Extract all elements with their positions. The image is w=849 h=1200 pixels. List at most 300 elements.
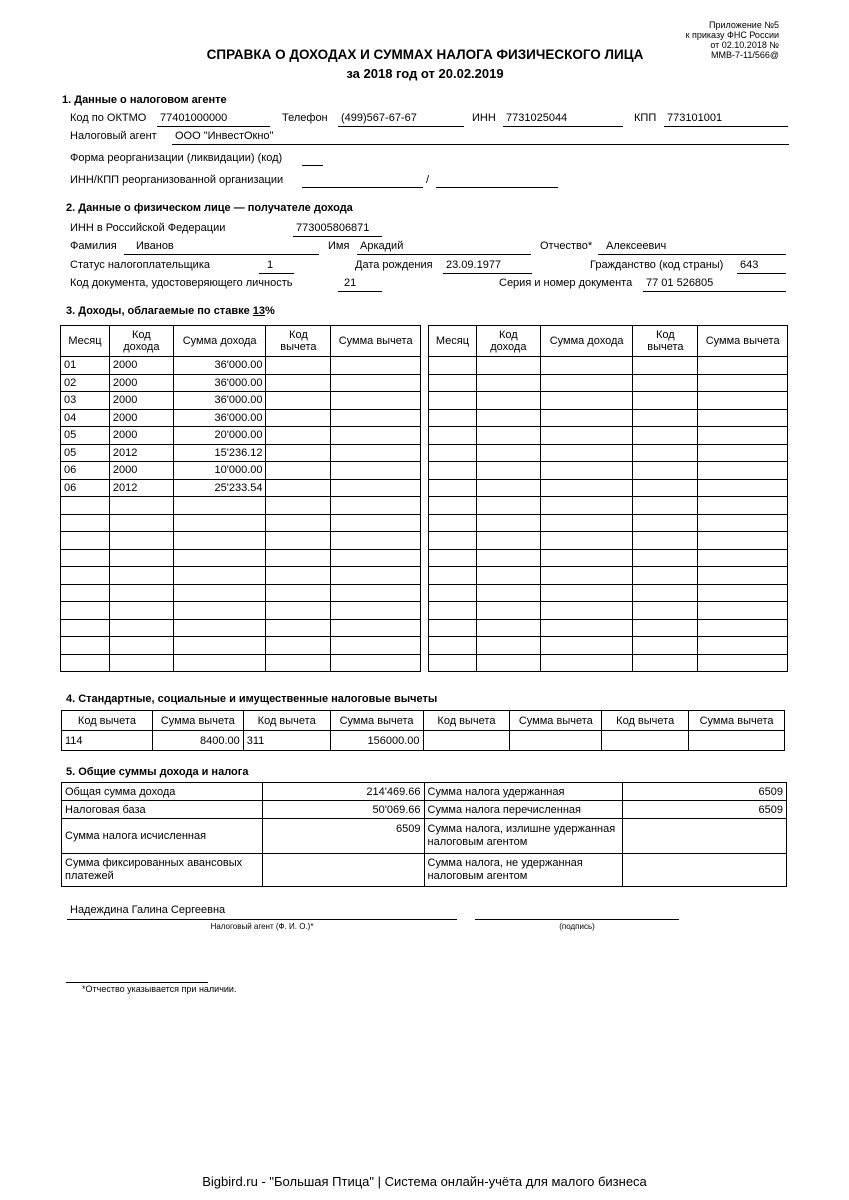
income-row-empty xyxy=(429,444,788,462)
deduction-sum-cell xyxy=(698,549,788,567)
totals-row xyxy=(62,819,787,854)
income-sum-cell xyxy=(540,374,633,392)
deduction-sum-cell xyxy=(698,567,788,585)
deduction-code-value: 114 xyxy=(62,731,153,751)
month-cell xyxy=(429,497,477,515)
income-code-cell xyxy=(476,444,540,462)
tax-not-withheld-value xyxy=(623,854,787,887)
income-row-empty xyxy=(429,549,788,567)
month-cell xyxy=(61,497,110,515)
agent-inn-value: 7731025044 xyxy=(503,112,623,127)
deduction-code-cell xyxy=(633,497,698,515)
deduction-sum-cell xyxy=(698,374,788,392)
deduction-sum-cell xyxy=(331,357,421,375)
deduction-code-cell xyxy=(633,462,698,480)
income-code-cell: 2000 xyxy=(109,409,173,427)
agent-label: Налоговый агент xyxy=(70,130,157,142)
deduction-sum-header: Сумма вычета xyxy=(689,711,785,731)
income-row xyxy=(61,462,421,480)
docnum-label: Серия и номер документа xyxy=(499,277,633,289)
income-code-cell xyxy=(476,514,540,532)
income-code-cell xyxy=(476,374,540,392)
reorg-inn-value xyxy=(302,174,423,188)
deduction-code-cell xyxy=(266,427,331,445)
income-code-cell xyxy=(476,479,540,497)
income-code-cell xyxy=(476,427,540,445)
section-4-heading: 4. Стандартные, социальные и имущественные налоговые вычеты xyxy=(66,693,438,705)
income-row xyxy=(61,567,421,585)
deduction-sum-header: Сумма вычета xyxy=(330,711,423,731)
income-sum-cell xyxy=(173,602,266,620)
deduction-sum-cell xyxy=(331,619,421,637)
income-row xyxy=(61,444,421,462)
month-cell xyxy=(61,602,110,620)
reorg-value xyxy=(302,152,323,166)
income-sum-cell xyxy=(540,357,633,375)
deduction-code-cell xyxy=(633,654,698,672)
income-sum-cell xyxy=(540,497,633,515)
income-code-cell xyxy=(109,549,173,567)
signer-name: Надеждина Галина Сергеевна xyxy=(70,904,226,916)
income-code-cell xyxy=(476,532,540,550)
tax-withheld-label: Сумма налога удержанная xyxy=(424,783,623,801)
birth-label: Дата рождения xyxy=(355,259,433,271)
income-code-cell xyxy=(476,602,540,620)
deduction-sum-value: 156000.00 xyxy=(330,731,423,751)
deduction-code-cell xyxy=(266,549,331,567)
deduction-sum-cell xyxy=(331,409,421,427)
agent-value: ООО "ИнвестОкно" xyxy=(172,130,789,145)
income-row xyxy=(61,619,421,637)
deduction-sum-cell xyxy=(331,462,421,480)
recipient-inn-label: ИНН в Российской Федерации xyxy=(70,222,226,234)
income-code-cell xyxy=(476,549,540,567)
deduction-code-cell xyxy=(633,392,698,410)
docnum-value: 77 01 526805 xyxy=(643,277,786,292)
income-code-cell xyxy=(476,637,540,655)
deduction-sum-cell xyxy=(331,374,421,392)
income-code-cell: 2000 xyxy=(109,357,173,375)
month-cell xyxy=(429,427,477,445)
deduction-sum-value xyxy=(689,731,785,751)
income-row xyxy=(61,427,421,445)
income-code-cell xyxy=(476,497,540,515)
totals-row xyxy=(62,854,787,887)
month-cell: 02 xyxy=(61,374,110,392)
deduction-sum-value xyxy=(510,731,602,751)
income-sum-cell: 20'000.00 xyxy=(173,427,266,445)
month-cell: 06 xyxy=(61,479,110,497)
deduction-code-cell xyxy=(633,444,698,462)
deduction-sum-cell xyxy=(698,514,788,532)
income-row-empty xyxy=(429,514,788,532)
header-deduction-code: Код вычета xyxy=(266,326,331,357)
month-cell: 01 xyxy=(61,357,110,375)
signature-line xyxy=(475,919,679,920)
deduction-code-cell xyxy=(266,409,331,427)
deduction-sum-cell xyxy=(698,462,788,480)
deduction-code-header: Код вычета xyxy=(602,711,689,731)
month-cell xyxy=(429,514,477,532)
deduction-code-cell xyxy=(266,584,331,602)
surname-value: Иванов xyxy=(124,240,319,255)
signer-name-line xyxy=(67,919,457,920)
income-sum-cell xyxy=(540,479,633,497)
deduction-sum-cell xyxy=(698,654,788,672)
income-table-left xyxy=(60,325,421,672)
deduction-sum-cell xyxy=(331,497,421,515)
phone-value: (499)567-67-67 xyxy=(338,112,464,127)
deduction-sum-cell xyxy=(331,567,421,585)
income-code-cell xyxy=(476,584,540,602)
fixed-advance-value xyxy=(262,854,424,887)
deduction-sum-cell xyxy=(698,409,788,427)
reorg-label: Форма реорганизации (ликвидации) (код) xyxy=(70,152,283,164)
income-row xyxy=(61,637,421,655)
deduction-code-cell xyxy=(633,602,698,620)
deduction-sum-cell xyxy=(331,392,421,410)
appendix-line: Приложение №5 xyxy=(709,20,779,30)
month-cell xyxy=(429,619,477,637)
income-code-cell: 2000 xyxy=(109,462,173,480)
income-row xyxy=(61,497,421,515)
header-deduction-code: Код вычета xyxy=(633,326,698,357)
deduction-code-cell xyxy=(266,654,331,672)
deduction-code-cell xyxy=(266,479,331,497)
deduction-code-cell xyxy=(633,637,698,655)
month-cell: 05 xyxy=(61,427,110,445)
deduction-code-cell xyxy=(266,392,331,410)
name-value: Аркадий xyxy=(357,240,531,255)
deduction-sum-cell xyxy=(698,584,788,602)
month-cell xyxy=(429,462,477,480)
agent-inn-label: ИНН xyxy=(472,112,496,124)
deduction-code-value xyxy=(423,731,510,751)
month-cell xyxy=(61,532,110,550)
income-row xyxy=(61,602,421,620)
income-code-cell xyxy=(476,654,540,672)
deduction-code-cell xyxy=(633,479,698,497)
income-row-empty xyxy=(429,409,788,427)
deduction-sum-cell xyxy=(698,427,788,445)
deductions-table xyxy=(61,710,785,751)
deduction-code-header: Код вычета xyxy=(243,711,330,731)
month-cell xyxy=(61,514,110,532)
income-sum-cell xyxy=(540,532,633,550)
footnote-line xyxy=(66,982,208,983)
month-cell xyxy=(61,637,110,655)
deduction-sum-cell xyxy=(331,549,421,567)
deduction-code-cell xyxy=(633,584,698,602)
deduction-code-cell xyxy=(633,427,698,445)
month-cell: 04 xyxy=(61,409,110,427)
tax-excess-value xyxy=(623,819,787,854)
reorg-inn-label: ИНН/КПП реорганизованной организации xyxy=(70,174,284,186)
tax-base-label: Налоговая база xyxy=(62,801,263,819)
month-cell xyxy=(429,549,477,567)
income-table-left-header xyxy=(61,326,421,357)
income-code-cell xyxy=(476,357,540,375)
tax-excess-label: Сумма налога, излишне удержанная налоговым агентом xyxy=(424,819,623,854)
income-row-empty xyxy=(429,584,788,602)
header-month: Месяц xyxy=(429,326,477,357)
deduction-sum-cell xyxy=(331,637,421,655)
totals-table xyxy=(61,782,787,887)
deduction-sum-cell xyxy=(331,479,421,497)
header-income-code: Код дохода xyxy=(476,326,540,357)
month-cell xyxy=(61,654,110,672)
reorg-kpp-value xyxy=(436,174,558,188)
income-row-empty xyxy=(429,602,788,620)
doccode-value: 21 xyxy=(338,277,382,292)
deduction-code-cell xyxy=(266,357,331,375)
deduction-sum-value: 8400.00 xyxy=(152,731,243,751)
agent-caption: Налоговый агент (Ф. И. О.)* xyxy=(210,922,314,931)
income-sum-cell xyxy=(540,409,633,427)
deduction-code-cell xyxy=(266,497,331,515)
appendix-line: ММВ-7-11/566@ xyxy=(711,50,779,60)
income-row-empty xyxy=(429,654,788,672)
section-3-heading xyxy=(66,305,275,317)
deduction-sum-header: Сумма вычета xyxy=(152,711,243,731)
income-row-empty xyxy=(429,392,788,410)
citizenship-label: Гражданство (код страны) xyxy=(590,259,724,271)
income-code-cell xyxy=(109,602,173,620)
deduction-sum-cell xyxy=(331,427,421,445)
month-cell xyxy=(429,602,477,620)
deduction-code-cell xyxy=(266,602,331,620)
tax-transferred-label: Сумма налога перечисленная xyxy=(424,801,623,819)
month-cell xyxy=(429,409,477,427)
income-row xyxy=(61,479,421,497)
income-sum-cell: 36'000.00 xyxy=(173,357,266,375)
totals-row xyxy=(62,801,787,819)
deduction-code-cell xyxy=(633,549,698,567)
income-table-right-header xyxy=(429,326,788,357)
recipient-inn-value: 773005806871 xyxy=(293,222,382,237)
income-sum-cell xyxy=(173,532,266,550)
month-cell xyxy=(429,357,477,375)
section-2-heading: 2. Данные о физическом лице — получателе дохода xyxy=(66,202,353,214)
income-sum-cell: 10'000.00 xyxy=(173,462,266,480)
income-sum-cell xyxy=(540,392,633,410)
header-deduction-sum: Сумма вычета xyxy=(698,326,788,357)
income-sum-cell xyxy=(173,619,266,637)
month-cell xyxy=(429,567,477,585)
deduction-code-cell xyxy=(633,357,698,375)
appendix-line: к приказу ФНС России xyxy=(685,30,779,40)
month-cell xyxy=(61,619,110,637)
deduction-code-cell xyxy=(633,409,698,427)
income-code-cell: 2012 xyxy=(109,479,173,497)
month-cell xyxy=(429,479,477,497)
month-cell xyxy=(429,584,477,602)
income-code-cell xyxy=(109,497,173,515)
header-income-sum: Сумма дохода xyxy=(173,326,266,357)
deduction-code-cell xyxy=(633,619,698,637)
deductions-header-row xyxy=(62,711,785,731)
header-income-code: Код дохода xyxy=(109,326,173,357)
deduction-code-value xyxy=(602,731,689,751)
citizenship-value: 643 xyxy=(737,259,786,274)
patronymic-label: Отчество* xyxy=(540,240,593,252)
oktmo-label: Код по ОКТМО xyxy=(70,112,147,124)
income-table-right xyxy=(428,325,788,672)
income-row-empty xyxy=(429,497,788,515)
income-row-empty xyxy=(429,462,788,480)
footnote: *Отчество указывается при наличии. xyxy=(82,984,237,994)
income-code-cell xyxy=(476,409,540,427)
income-row-empty xyxy=(429,619,788,637)
income-sum-cell xyxy=(540,602,633,620)
deduction-code-cell xyxy=(266,374,331,392)
deduction-code-cell xyxy=(266,619,331,637)
page-footer: Bigbird.ru - "Большая Птица" | Система онлайн-учёта для малого бизнеса xyxy=(202,1174,647,1189)
income-row xyxy=(61,532,421,550)
header-deduction-sum: Сумма вычета xyxy=(331,326,421,357)
income-row-empty xyxy=(429,374,788,392)
income-code-cell xyxy=(109,654,173,672)
income-sum-cell xyxy=(173,514,266,532)
deduction-sum-cell xyxy=(698,637,788,655)
deduction-code-cell xyxy=(633,514,698,532)
tax-transferred-value: 6509 xyxy=(623,801,787,819)
deduction-code-cell xyxy=(266,444,331,462)
month-cell xyxy=(61,567,110,585)
tax-rate-suffix: % xyxy=(265,305,275,317)
section-5-heading: 5. Общие суммы дохода и налога xyxy=(66,766,249,778)
section-3-heading-text: 3. Доходы, облагаемые по ставке xyxy=(66,305,253,317)
income-sum-cell xyxy=(173,584,266,602)
income-code-cell xyxy=(109,584,173,602)
tax-calc-label: Сумма налога исчисленная xyxy=(62,819,263,854)
deductions-value-row xyxy=(62,731,785,751)
oktmo-value: 77401000000 xyxy=(157,112,270,127)
income-code-cell xyxy=(109,619,173,637)
reorg-slash: / xyxy=(426,174,430,186)
deduction-code-cell xyxy=(266,514,331,532)
income-row-empty xyxy=(429,532,788,550)
header-income-sum: Сумма дохода xyxy=(540,326,633,357)
month-cell xyxy=(61,584,110,602)
deduction-sum-cell xyxy=(331,584,421,602)
deduction-sum-cell xyxy=(698,444,788,462)
income-code-cell xyxy=(109,567,173,585)
month-cell xyxy=(429,392,477,410)
income-sum-cell: 15'236.12 xyxy=(173,444,266,462)
income-sum-cell xyxy=(540,444,633,462)
doccode-label: Код документа, удостоверяющего личность xyxy=(70,277,293,289)
income-sum-cell xyxy=(540,567,633,585)
income-row xyxy=(61,409,421,427)
fixed-advance-label: Сумма фиксированных авансовых платежей xyxy=(62,854,263,887)
income-row xyxy=(61,357,421,375)
deduction-sum-cell xyxy=(698,357,788,375)
income-sum-cell xyxy=(173,654,266,672)
income-row-empty xyxy=(429,427,788,445)
income-sum-cell xyxy=(173,637,266,655)
income-row xyxy=(61,654,421,672)
income-code-cell: 2000 xyxy=(109,392,173,410)
income-sum-cell xyxy=(540,637,633,655)
month-cell xyxy=(61,549,110,567)
income-code-cell: 2012 xyxy=(109,444,173,462)
tax-not-withheld-label: Сумма налога, не удержанная налоговым агентом xyxy=(424,854,623,887)
income-sum-cell xyxy=(540,549,633,567)
deduction-code-cell xyxy=(266,637,331,655)
document-subtitle: за 2018 год от 20.02.2019 xyxy=(346,66,504,81)
deduction-code-value: 311 xyxy=(243,731,330,751)
deduction-code-cell xyxy=(266,462,331,480)
income-sum-cell: 36'000.00 xyxy=(173,374,266,392)
sign-caption: (подпись) xyxy=(559,922,595,931)
tax-base-value: 50'069.66 xyxy=(262,801,424,819)
month-cell xyxy=(429,532,477,550)
deduction-sum-cell xyxy=(331,514,421,532)
income-row xyxy=(61,514,421,532)
income-code-cell xyxy=(109,514,173,532)
surname-label: Фамилия xyxy=(70,240,117,252)
month-cell xyxy=(429,444,477,462)
deduction-code-cell xyxy=(266,532,331,550)
status-label: Статус налогоплательщика xyxy=(70,259,211,271)
income-code-cell xyxy=(476,619,540,637)
deduction-code-cell xyxy=(266,567,331,585)
month-cell: 06 xyxy=(61,462,110,480)
income-sum-cell xyxy=(173,497,266,515)
birth-value: 23.09.1977 xyxy=(443,259,532,274)
income-code-cell xyxy=(476,462,540,480)
income-code-cell xyxy=(109,637,173,655)
income-code-cell: 2000 xyxy=(109,427,173,445)
income-sum-cell xyxy=(540,584,633,602)
income-sum-cell xyxy=(540,427,633,445)
deduction-code-cell xyxy=(633,374,698,392)
deduction-sum-cell xyxy=(698,392,788,410)
deduction-code-cell xyxy=(633,532,698,550)
status-value: 1 xyxy=(259,259,294,274)
section-1-heading: 1. Данные о налоговом агенте xyxy=(62,94,227,106)
income-row xyxy=(61,392,421,410)
income-row-empty xyxy=(429,567,788,585)
income-sum-cell xyxy=(540,514,633,532)
income-row-empty xyxy=(429,479,788,497)
total-income-value: 214'469.66 xyxy=(262,783,424,801)
totals-row xyxy=(62,783,787,801)
income-sum-cell xyxy=(540,462,633,480)
income-sum-cell xyxy=(540,654,633,672)
appendix-line: от 02.10.2018 № xyxy=(710,40,779,50)
tax-calc-value: 6509 xyxy=(262,819,424,854)
income-code-cell xyxy=(476,392,540,410)
deduction-sum-cell xyxy=(698,479,788,497)
income-row xyxy=(61,584,421,602)
deduction-sum-cell xyxy=(331,602,421,620)
deduction-sum-cell xyxy=(698,602,788,620)
tax-rate-value: 13 xyxy=(252,305,266,317)
total-income-label: Общая сумма дохода xyxy=(62,783,263,801)
income-sum-cell: 36'000.00 xyxy=(173,392,266,410)
name-label: Имя xyxy=(328,240,350,252)
deduction-sum-cell xyxy=(698,532,788,550)
header-month: Месяц xyxy=(61,326,110,357)
deduction-sum-cell xyxy=(698,497,788,515)
document-title: СПРАВКА О ДОХОДАХ И СУММАХ НАЛОГА ФИЗИЧЕСКОГО ЛИЦА xyxy=(206,47,644,62)
income-row xyxy=(61,374,421,392)
deduction-code-header: Код вычета xyxy=(62,711,153,731)
deduction-sum-cell xyxy=(698,619,788,637)
deduction-sum-header: Сумма вычета xyxy=(510,711,602,731)
